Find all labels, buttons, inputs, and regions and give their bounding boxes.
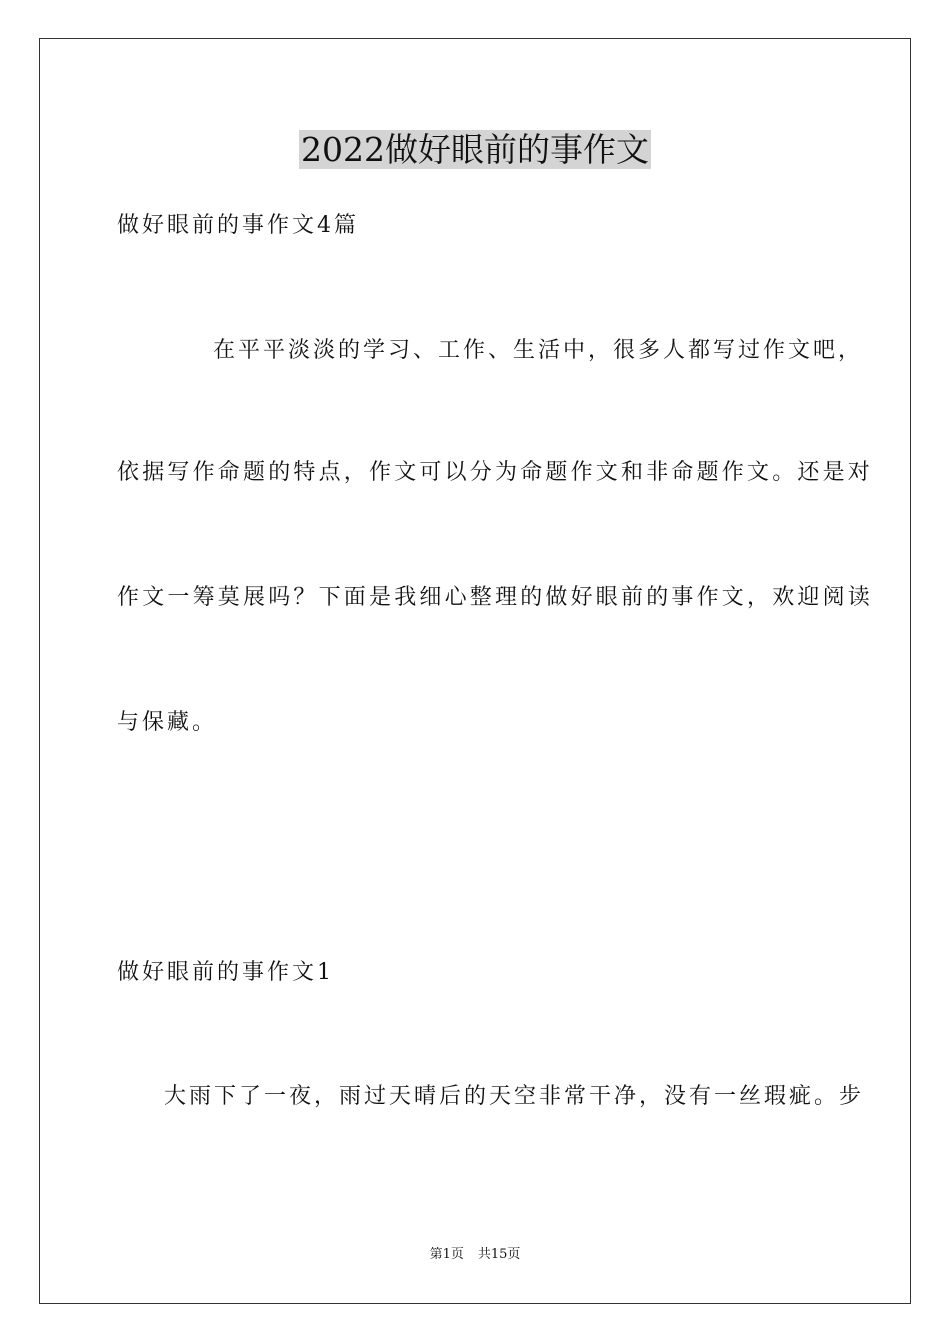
page-footer bbox=[0, 1246, 950, 1264]
intro-line-1: 在平平淡淡的学习、工作、生活中，很多人都写过作文吧， bbox=[213, 338, 864, 363]
page-total: 共15页 bbox=[477, 1247, 521, 1262]
intro-line-3: 作文一筹莫展吗？下面是我细心整理的做好眼前的事作文，欢迎阅读 bbox=[117, 585, 874, 610]
intro-line-2: 依据写作命题的特点，作文可以分为命题作文和非命题作文。还是对 bbox=[117, 460, 874, 485]
page-number: 第1页 bbox=[429, 1247, 464, 1262]
document-title-text: 2022做好眼前的事作文 bbox=[301, 130, 649, 169]
section-first-line: 大雨下了一夜，雨过天晴后的天空非常干净，没有一丝瑕疵。步 bbox=[164, 1084, 865, 1109]
section-heading: 做好眼前的事作文1 bbox=[117, 960, 334, 985]
document-title bbox=[0, 128, 950, 172]
intro-line-4: 与保藏。 bbox=[117, 710, 218, 735]
document-subtitle: 做好眼前的事作文4篇 bbox=[117, 213, 359, 238]
